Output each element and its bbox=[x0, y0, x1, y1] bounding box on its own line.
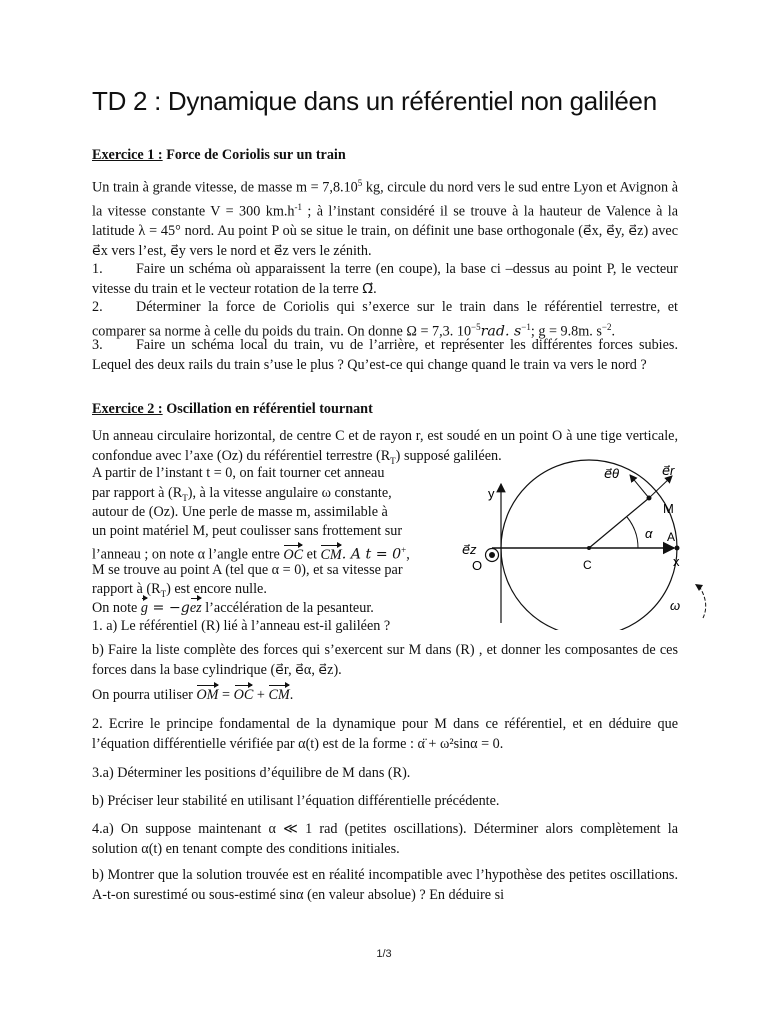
question-2-gravity: ; g = 9.8m. s bbox=[530, 323, 602, 340]
intro-text-b: kg, circule du nord vers le sud entre Lyon et Avignon à la vitesse constante V = 300 km.h bbox=[92, 179, 679, 220]
ex2-question-2: 2. Ecrire le principe fondamental de la dynamique pour M dans ce référentiel, et en déduire que l’équation différentielle vérifiée par α(t) est de la forme : α̈ + ω²sinα = 0. bbox=[92, 716, 678, 752]
rotating-ring-figure bbox=[452, 458, 722, 630]
exercise-1-intro bbox=[92, 174, 678, 261]
question-2-unit-1: rad. s bbox=[480, 323, 522, 340]
question-3-number: 3. bbox=[92, 337, 103, 353]
label-m: M bbox=[663, 501, 674, 516]
alpha-arc bbox=[627, 517, 638, 548]
label-y: y bbox=[488, 486, 495, 501]
ex2-line-5-a: l’anneau ; on note α l’angle entre bbox=[92, 546, 284, 563]
intro-text-c: ; à l’instant considéré il se trouve à la hauteur de Valence à la latitude λ = 45° nord. Au point P où se situe le train, on définit une base orthogonale (e⃗x, e⃗y, e⃗z) avec e⃗x vers l’est, e⃗y vers le nord et e⃗z vers le zénith. bbox=[92, 203, 679, 259]
ex2-line-2-b: ), à la vitesse angulaire ω constante, bbox=[187, 485, 392, 501]
question-2-exp-2: −1 bbox=[521, 321, 531, 332]
hint-plus: + bbox=[253, 687, 269, 703]
ex2-line-7-a: rapport à (R bbox=[92, 581, 161, 597]
question-2-exp-1: −5 bbox=[471, 321, 481, 332]
omega-arrow bbox=[699, 586, 706, 618]
vector-oc-hint: OC bbox=[234, 686, 254, 706]
ex2-intro-text-b: ) supposé galiléen. bbox=[395, 447, 502, 464]
label-er: e⃗r bbox=[662, 463, 675, 478]
point-a bbox=[675, 546, 680, 551]
ex2-line-8-b: = −g bbox=[147, 600, 190, 616]
point-o-dot bbox=[489, 552, 495, 558]
ex2-line-8-a: On note bbox=[92, 600, 141, 616]
exercise-1-heading bbox=[92, 146, 678, 166]
ex2-intro-text: Un anneau circulaire horizontal, de centre C et de rayon r, est soudé en un point O à une tige verticale, confondue avec l’axe (Oz) du référentiel terrestre (R bbox=[92, 428, 678, 464]
exercise-1-question-1 bbox=[92, 260, 678, 299]
question-2-end: . bbox=[611, 323, 616, 340]
ex2-line-1: A partir de l’instant t = 0, on fait tourner cet anneau bbox=[92, 465, 385, 481]
exercise-1-name: Force de Coriolis sur un train bbox=[166, 147, 346, 163]
intro-exponent: 5 bbox=[357, 178, 363, 188]
ex2-line-4: un point matériel M, peut coulisser sans frottement sur bbox=[92, 523, 403, 539]
label-a: A bbox=[667, 530, 676, 544]
label-o: O bbox=[472, 558, 483, 573]
label-omega: ω bbox=[670, 598, 681, 613]
ex2-question-3b: b) Préciser leur stabilité en utilisant l’équation différentielle précédente. bbox=[92, 793, 500, 809]
exercise-2-name: Oscillation en référentiel tournant bbox=[166, 401, 373, 417]
ex2-question-1a: 1. a) Le référentiel (R) lié à l’anneau est-il galiléen ? bbox=[92, 618, 391, 634]
ex2-question-1b: b) Faire la liste complète des forces qui s’exercent sur M dans (R) , et donner les composantes de ces forces dans la base cylindrique (e⃗r, e⃗α, e⃗z). bbox=[92, 642, 678, 678]
ex2-line-5-d: , bbox=[406, 546, 410, 563]
ex2-line-6: M se trouve au point A (tel que α = 0), et sa vitesse par bbox=[92, 562, 403, 578]
label-c: C bbox=[583, 558, 592, 572]
omega-arrow-head bbox=[695, 584, 703, 591]
question-3-text: Faire un schéma local du train, vu de l’arrière, et représenter les différentes forces subies. Lequel des deux rails du train s’use le plus ? Qu’est-ce qui change quand le train va vers le nord ? bbox=[92, 337, 678, 373]
label-etheta: e⃗θ bbox=[604, 466, 620, 481]
question-2-text: Déterminer la force de Coriolis qui s’exerce sur le train dans le référentiel terrestre, et comparer sa norme à celle du poids du train. On donne Ω = 7,3. 10 bbox=[92, 299, 678, 340]
exercise-2-heading bbox=[92, 400, 678, 420]
vector-oc: OC bbox=[283, 546, 303, 565]
label-x: x bbox=[673, 554, 680, 569]
page-number: 1/3 bbox=[376, 948, 392, 960]
hint-end: . bbox=[289, 687, 294, 703]
intro-exponent-2: -1 bbox=[294, 202, 302, 213]
ex2-line-5-sup: + bbox=[401, 545, 407, 555]
vector-cm: CM bbox=[320, 546, 341, 565]
vector-om: OM bbox=[196, 686, 218, 706]
vector-g: g bbox=[141, 599, 148, 618]
radius-cm bbox=[589, 498, 649, 548]
ex2-line-5-b: et bbox=[303, 546, 321, 563]
ex2-line-5-c: . A t = 0 bbox=[341, 546, 402, 563]
exercise-2-label: Exercice 2 : bbox=[92, 401, 163, 417]
ex2-line-3: autour de (Oz). Une perle de masse m, assimilable à bbox=[92, 504, 388, 520]
vector-ez: ez bbox=[190, 599, 202, 618]
hint-text: On pourra utiliser bbox=[92, 687, 197, 703]
ex2-line-7-sub: T bbox=[160, 588, 167, 599]
label-ez: e⃗z bbox=[462, 542, 477, 557]
vector-cm-hint: CM bbox=[268, 686, 289, 706]
question-1-number: 1. bbox=[92, 261, 103, 277]
ex2-line-7-b: ) est encore nulle. bbox=[166, 581, 267, 597]
exercise-1-label: Exercice 1 : bbox=[92, 147, 163, 163]
ex2-line-2-a: par rapport à (R bbox=[92, 485, 183, 501]
ex2-intro-sub: T bbox=[390, 455, 396, 466]
ex2-line-8 bbox=[92, 599, 452, 618]
hint-equals: = bbox=[218, 687, 234, 703]
question-2-exp-3: −2 bbox=[601, 321, 612, 332]
page-title: TD 2 : Dynamique dans un référentiel non galiléen bbox=[92, 86, 657, 116]
label-alpha: α bbox=[645, 526, 653, 541]
ex2-line-2-sub: T bbox=[182, 492, 188, 503]
intro-text-a: Un train à grande vitesse, de masse m = 7,8.10 bbox=[92, 179, 358, 196]
ring-circle bbox=[501, 460, 677, 630]
ex2-question-3a: 3.a) Déterminer les positions d’équilibre de M dans (R). bbox=[92, 765, 411, 781]
vector-etheta-arrow bbox=[630, 475, 649, 498]
exercise-1-question-3 bbox=[92, 336, 678, 375]
ex2-hint bbox=[92, 686, 678, 706]
ex2-question-4b: b) Montrer que la solution trouvée est en réalité incompatible avec l’hypothèse des petites oscillations. A-t-on surestimé ou sous-estimé sinα (en valeur absolue) ? En déduire si bbox=[92, 867, 678, 903]
question-1-text: Faire un schéma où apparaissent la terre (en coupe), la base ci –dessus au point P, le vecteur vitesse du train et le vecteur rotation de la terre Ω⃗. bbox=[92, 261, 678, 297]
ex2-line-8-c: l’accélération de la pesanteur. bbox=[201, 600, 374, 616]
question-2-number: 2. bbox=[92, 299, 103, 315]
ex2-question-4a: 4.a) On suppose maintenant α ≪ 1 rad (petites oscillations). Déterminer alors complètement la solution α(t) en tenant compte des conditions initiales. bbox=[92, 821, 678, 857]
